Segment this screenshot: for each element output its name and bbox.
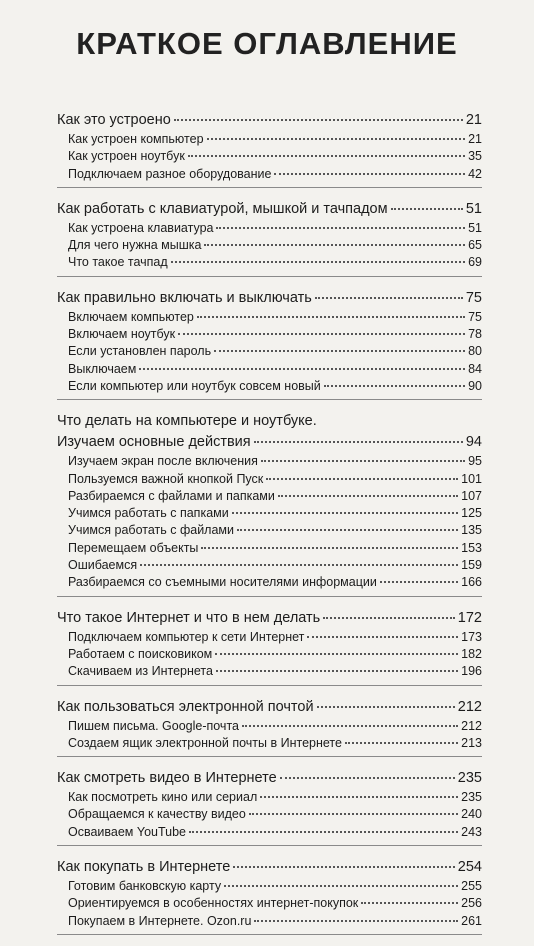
subchapter-entry-page-number: 213 [461,735,482,750]
dot-leader [361,901,458,904]
subchapter-entry-label: Создаем ящик электронной почты в Интернете [68,735,342,750]
chapter-entry-page-number: 51 [465,200,482,217]
subchapter-entry [57,646,482,663]
subchapter-entry [57,913,482,930]
subchapter-entry-label: Для чего нужна мышка [68,238,202,253]
dot-leader [324,384,465,387]
subchapter-entry-page-number: 235 [461,790,482,805]
chapter-entry-page-number: 212 [457,698,482,715]
subchapter-entry-label: Обращаемся к качеству видео [68,807,246,822]
dot-leader [174,118,463,121]
dot-leader [274,172,465,175]
chapter-entry [57,768,482,789]
dot-leader [233,865,455,868]
subchapter-entry-page-number: 90 [468,378,482,393]
chapter-entry [57,697,482,718]
dot-leader [188,154,465,157]
toc-section [57,697,482,758]
toc-section [57,288,482,400]
subchapter-entry-page-number: 107 [461,488,482,503]
subchapter-entry-page-number: 84 [468,361,482,376]
subchapter-entry-label: Учимся работать с папками [68,506,229,521]
subchapter-entry-page-number: 166 [461,575,482,590]
subchapter-entry [57,326,482,343]
subchapter-entry-page-number: 75 [468,309,482,324]
chapter-entry-page-number: 235 [457,770,482,787]
chapter-entry-label: Изучаем основные действия [57,434,251,451]
chapter-entry [57,199,482,220]
chapter-entry-label: Как покупать в Интернете [57,859,231,876]
subchapter-entry-page-number: 261 [461,913,482,928]
subchapter-entry-page-number: 255 [461,879,482,894]
chapter-entry-page-number: 254 [457,859,482,876]
subchapter-entry [57,557,482,574]
subchapter-entry [57,663,482,680]
subchapter-entry [57,131,482,148]
chapter-entry [57,857,482,878]
subchapter-entry-label: Включаем ноутбук [68,327,176,342]
subchapter-entry [57,718,482,735]
chapter-entry [57,288,482,309]
subchapter-entry-page-number: 21 [468,132,482,146]
subchapter-entry-label: Ошибаемся [68,558,138,573]
subchapter-entry-label: Что такое тачпад [68,255,168,270]
dot-leader [237,528,458,531]
subchapter-entry-page-number: 95 [468,454,482,469]
subchapter-entry [57,166,482,183]
subchapter-entry [57,878,482,895]
subchapter-entry [57,220,482,237]
subchapter-entry-page-number: 80 [468,344,482,359]
subchapter-entry-page-number: 212 [461,718,482,733]
chapter-entry-page-number: 75 [465,289,482,306]
subchapter-entry-label: Разбираемся с файлами и папками [68,488,275,503]
subchapter-entry [57,522,482,539]
subchapter-entry-label: Скачиваем из Интернета [68,664,213,679]
subchapter-entry-page-number: 240 [461,807,482,822]
subchapter-entry [57,237,482,254]
dot-leader [260,795,458,798]
chapter-entry-page-number: 21 [465,112,482,128]
subchapter-entry [57,309,482,326]
subchapter-entry-label: Если компьютер или ноутбук совсем новый [68,378,321,393]
subchapter-entry-label: Работаем с поисковиком [68,646,213,661]
dot-leader [189,830,458,833]
toc-section [57,608,482,686]
subchapter-entry-label: Подключаем разное оборудование [68,166,272,181]
chapter-entry-label: Как пользоваться электронной почтой [57,698,314,715]
subchapter-entry-label: Пишем письма. Google-почта [68,718,239,733]
subchapter-entry-label: Как устроен компьютер [68,132,204,146]
dot-leader [242,724,458,727]
subchapter-entry-page-number: 153 [461,540,482,555]
subchapter-entry [57,895,482,912]
subchapter-entry-page-number: 182 [461,646,482,661]
page-title: КРАТКОЕ ОГЛАВЛЕНИЕ [76,26,458,61]
dot-leader [254,440,463,443]
subchapter-entry-page-number: 42 [468,166,482,181]
dot-leader [216,669,458,672]
subchapter-entry-page-number: 65 [468,238,482,253]
subchapter-entry-label: Выключаем [68,361,137,376]
chapter-entry-label: Как правильно включать и выключать [57,289,312,306]
subchapter-entry-label: Как посмотреть кино или сериал [68,790,258,805]
subchapter-entry [57,540,482,557]
subchapter-entry-page-number: 78 [468,327,482,342]
subchapter-entry-label: Осваиваем YouTube [68,824,186,839]
chapter-entry-label: Как смотреть видео в Интернете [57,770,277,787]
dot-leader [254,919,458,922]
chapter-entry-page-number: 94 [465,434,482,451]
subchapter-entry-page-number: 35 [468,149,482,164]
dot-leader [323,616,455,619]
dot-leader [280,776,455,779]
subchapter-entry-label: Подключаем компьютер к сети Интернет [68,629,305,644]
subchapter-entry-label: Как устроен ноутбук [68,149,185,164]
chapter-title-prefix: Что делать на компьютере и ноутбуке. [57,413,317,430]
dot-leader [224,884,458,887]
dot-leader [266,477,458,480]
dot-leader [391,207,463,210]
subchapter-entry [57,824,482,841]
toc-section [57,199,482,277]
subchapter-entry-label: Если установлен пароль [68,344,212,359]
subchapter-entry-page-number: 51 [468,220,482,235]
toc-section [57,110,482,188]
subchapter-entry [57,488,482,505]
dot-leader [207,137,466,140]
subchapter-entry [57,453,482,470]
subchapter-entry [57,343,482,360]
subchapter-entry [57,361,482,378]
dot-leader [201,546,458,549]
subchapter-entry [57,378,482,395]
subchapter-entry-label: Ориентируемся в особенностях интернет-покупок [68,896,359,911]
dot-leader [215,652,458,655]
dot-leader [317,705,455,708]
chapter-entry-page-number: 172 [457,609,482,626]
subchapter-entry [57,789,482,806]
toc-section [57,857,482,935]
subchapter-entry-page-number: 196 [461,664,482,679]
subchapter-entry [57,254,482,271]
subchapter-entry-page-number: 135 [461,523,482,538]
chapter-entry [57,608,482,629]
subchapter-entry-page-number: 101 [461,471,482,486]
chapter-entry-label: Как работать с клавиатурой, мышкой и тачпадом [57,200,388,217]
toc-section [57,768,482,846]
subchapter-entry [57,471,482,488]
table-of-contents [57,110,482,946]
subchapter-entry-label: Учимся работать с файлами [68,523,234,538]
subchapter-entry-page-number: 173 [461,629,482,644]
subchapter-entry-label: Изучаем экран после включения [68,454,258,469]
dot-leader [249,812,458,815]
dot-leader [345,741,458,744]
dot-leader [232,511,458,514]
dot-leader [139,367,465,370]
dot-leader [140,563,458,566]
dot-leader [178,332,465,335]
subchapter-entry-page-number: 125 [461,506,482,521]
chapter-entry [57,432,482,453]
dot-leader [380,580,458,583]
subchapter-entry [57,806,482,823]
dot-leader [261,459,465,462]
subchapter-entry [57,735,482,752]
subchapter-entry-label: Покупаем в Интернете. Ozon.ru [68,913,252,928]
chapter-entry [57,110,482,131]
subchapter-entry-page-number: 69 [468,255,482,270]
dot-leader [278,494,458,497]
subchapter-entry-page-number: 243 [461,824,482,839]
subchapter-entry-label: Разбираемся со съемными носителями информации [68,575,377,590]
subchapter-entry-label: Перемещаем объекты [68,540,199,555]
subchapter-entry-label: Готовим банковскую карту [68,879,222,894]
dot-leader [216,226,465,229]
dot-leader [171,260,465,263]
subchapter-entry [57,629,482,646]
dot-leader [315,296,463,299]
dot-leader [204,243,465,246]
chapter-entry-label: Как это устроено [57,112,171,128]
subchapter-entry-page-number: 159 [461,558,482,573]
subchapter-entry [57,505,482,522]
subchapter-entry [57,148,482,165]
dot-leader [307,635,458,638]
subchapter-entry [57,574,482,591]
subchapter-entry-page-number: 256 [461,896,482,911]
subchapter-entry-label: Пользуемся важной кнопкой Пуск [68,471,264,486]
subchapter-entry-label: Включаем компьютер [68,309,194,324]
chapter-entry-label: Что такое Интернет и что в нем делать [57,609,321,626]
toc-section [57,411,482,596]
dot-leader [197,315,465,318]
dot-leader [214,349,465,352]
subchapter-entry-label: Как устроена клавиатура [68,220,214,235]
